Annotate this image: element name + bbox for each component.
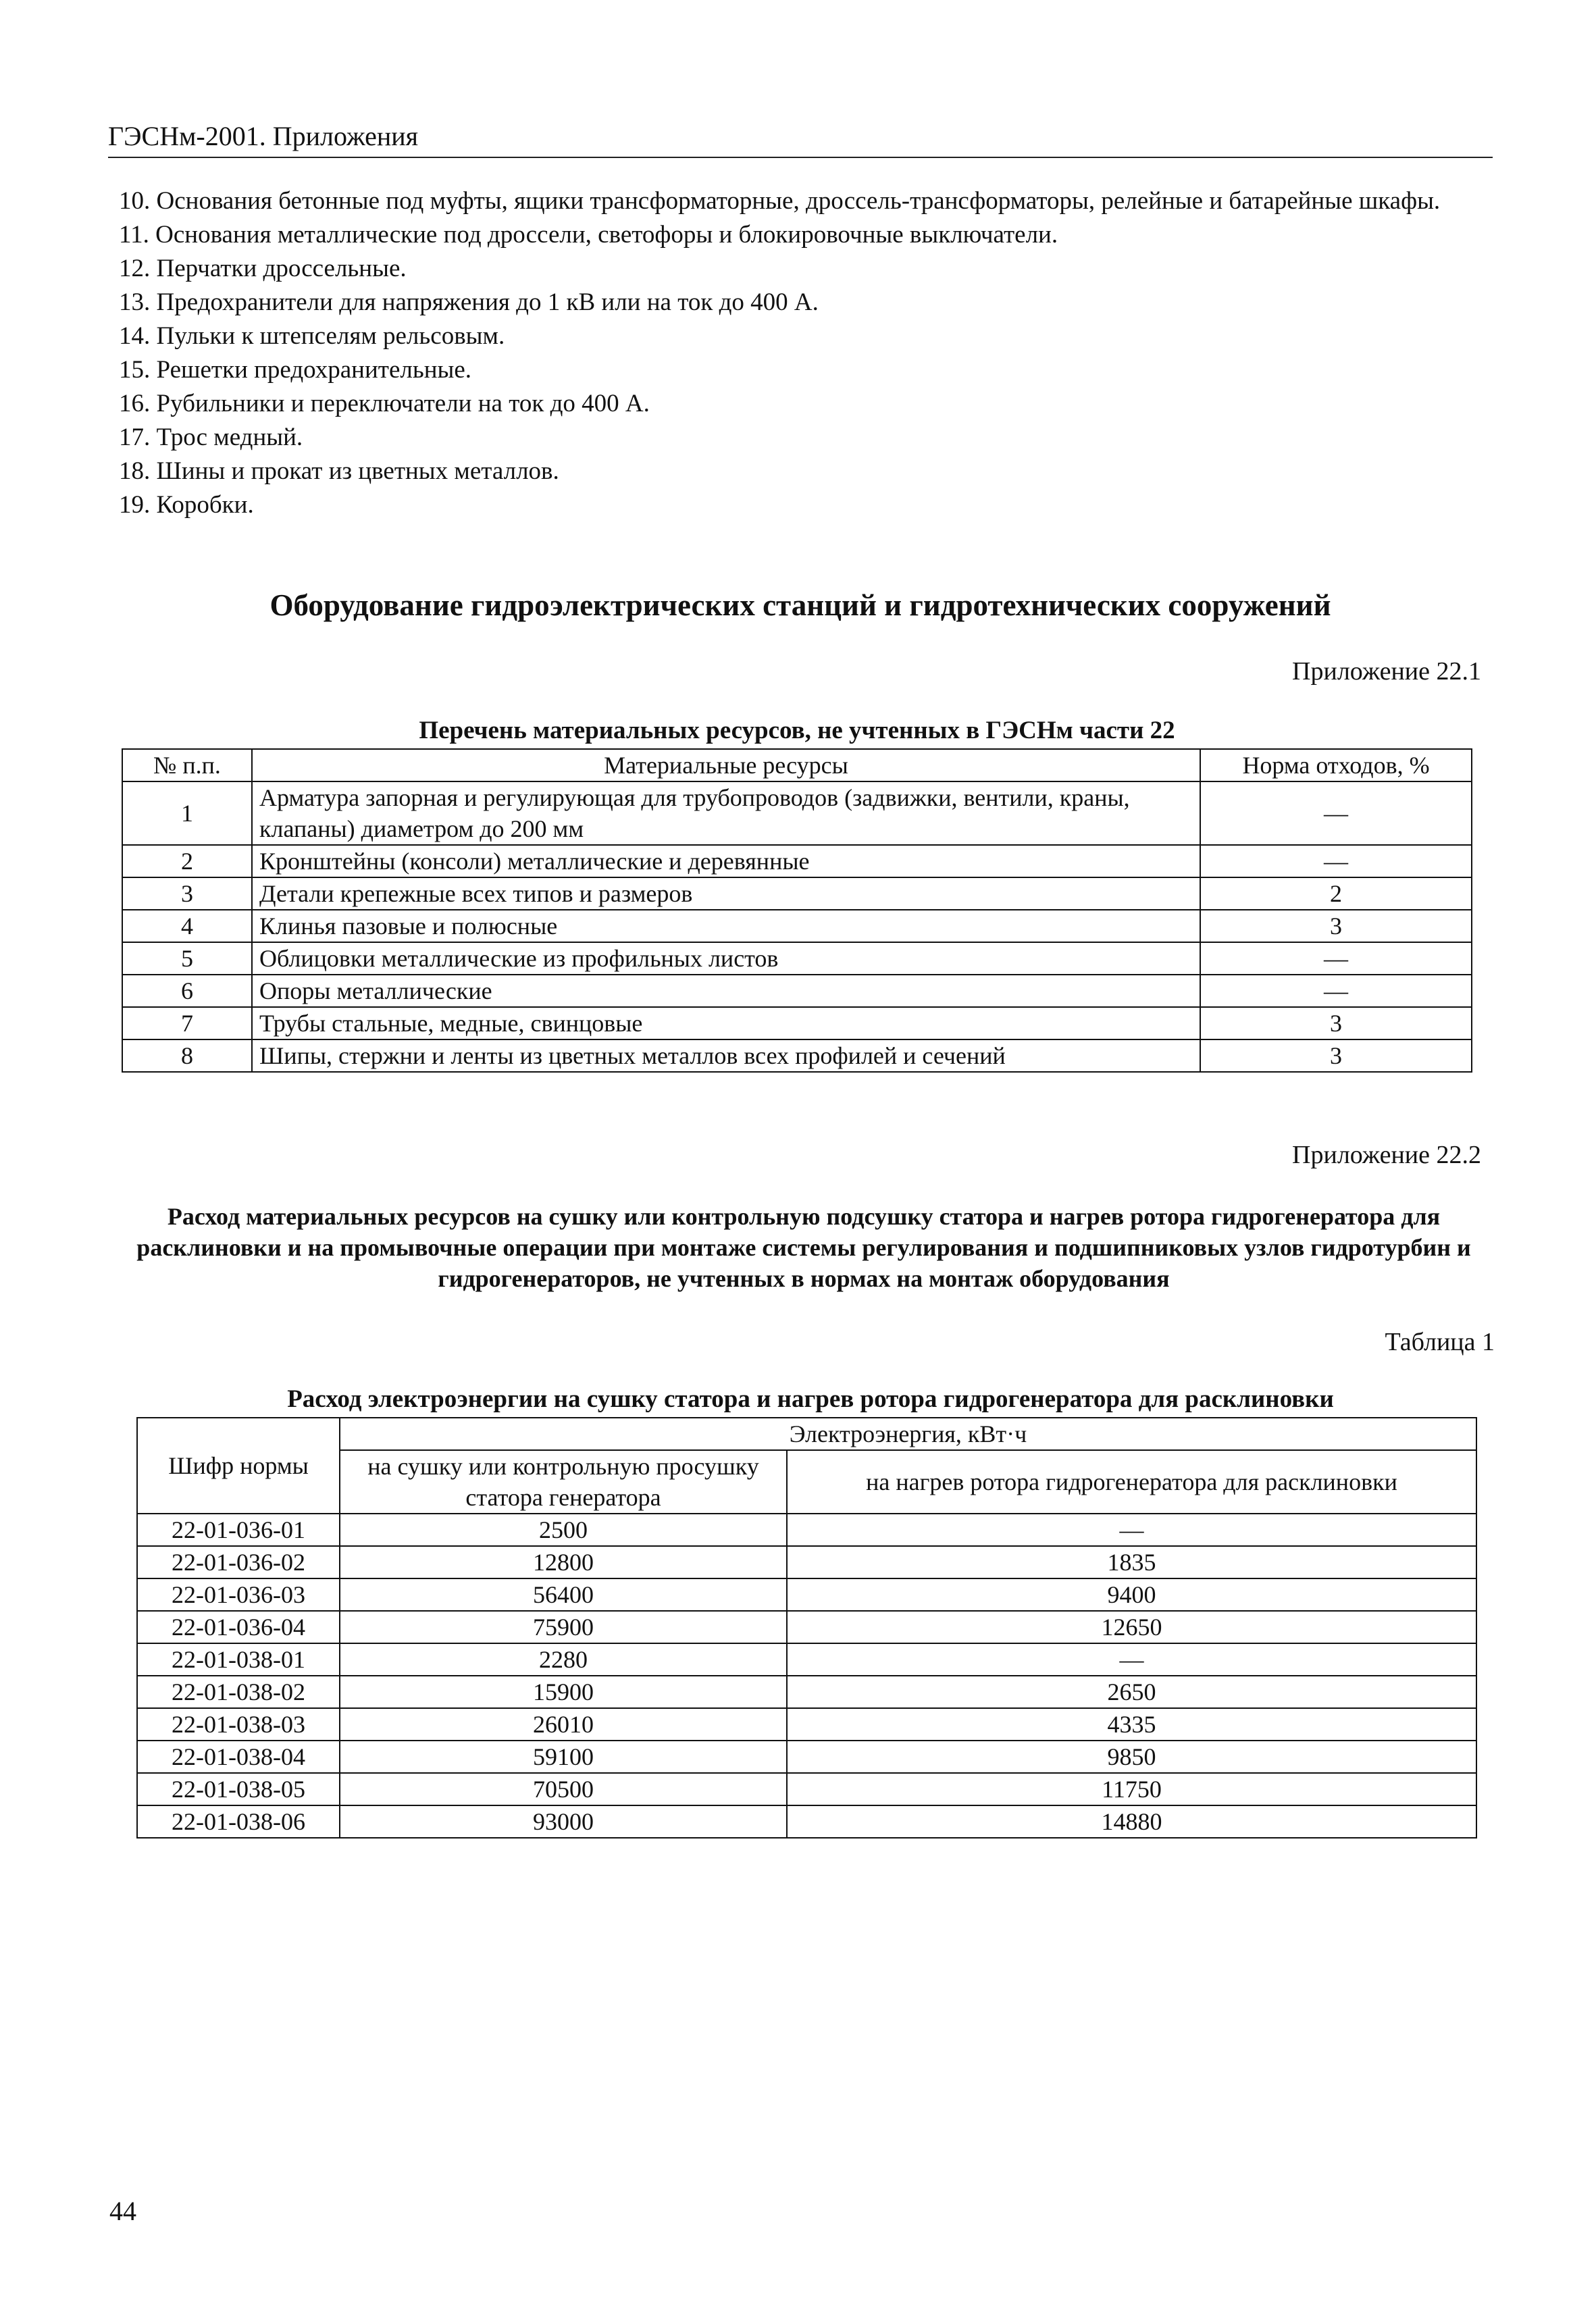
table-row: [137, 1805, 1476, 1838]
table-cell: 11750: [787, 1773, 1476, 1805]
table-label: Таблица 1: [1385, 1328, 1495, 1356]
table-cell: 22-01-038-04: [137, 1741, 340, 1773]
table-cell: 75900: [340, 1611, 787, 1643]
table-cell: 12800: [340, 1546, 787, 1578]
table-cell: 2280: [340, 1643, 787, 1676]
column-header: на сушку или контрольную просушку статора генератора: [340, 1450, 787, 1514]
table-cell: 22-01-038-02: [137, 1676, 340, 1708]
table-row: [122, 1039, 1472, 1072]
table-row: [137, 1578, 1476, 1611]
appendix-label: Приложение 22.2: [1292, 1141, 1481, 1169]
column-header: Шифр нормы: [137, 1418, 340, 1514]
table-cell: Арматура запорная и регулирующая для трубопроводов (задвижки, вентили, краны, клапаны) диаметром до 200 мм: [252, 781, 1200, 845]
table-cell: 2: [122, 845, 252, 877]
table-cell: 14880: [787, 1805, 1476, 1838]
column-header: Норма отходов, %: [1200, 749, 1472, 781]
list-item: 11. Основания металлические под дроссели, светофоры и блокировочные выключатели.: [119, 221, 1058, 249]
table-cell: 3: [1200, 1039, 1472, 1072]
table-row: [122, 1007, 1472, 1039]
table-cell: 4: [122, 910, 252, 942]
table-cell: 7: [122, 1007, 252, 1039]
table-row: [122, 942, 1472, 975]
table-cell: —: [787, 1514, 1476, 1546]
table-cell: 5: [122, 942, 252, 975]
column-group-header: Электроэнергия, кВт·ч: [340, 1418, 1476, 1450]
table-row: [122, 975, 1472, 1007]
list-item: 19. Коробки.: [119, 491, 254, 519]
item-list: [119, 185, 1456, 523]
table-row: [137, 1514, 1476, 1546]
table-row: [122, 877, 1472, 910]
electricity-table: [136, 1417, 1477, 1839]
table-cell: Детали крепежные всех типов и размеров: [252, 877, 1200, 910]
table-cell: Опоры металлические: [252, 975, 1200, 1007]
table-row: [137, 1546, 1476, 1578]
table-cell: 6: [122, 975, 252, 1007]
table-cell: 22-01-036-01: [137, 1514, 340, 1546]
table-cell: 22-01-036-03: [137, 1578, 340, 1611]
list-item: 15. Решетки предохранительные.: [119, 356, 472, 384]
table-cell: 93000: [340, 1805, 787, 1838]
table-cell: —: [1200, 781, 1472, 845]
table-cell: 1835: [787, 1546, 1476, 1578]
table-cell: 3: [1200, 910, 1472, 942]
running-header: ГЭСНм-2001. Приложения: [108, 121, 419, 151]
table-cell: 2: [1200, 877, 1472, 910]
list-item: 13. Предохранители для напряжения до 1 кВ или на ток до 400 А.: [119, 288, 819, 316]
table-row: [137, 1741, 1476, 1773]
column-header: Материальные ресурсы: [252, 749, 1200, 781]
table-row: [137, 1643, 1476, 1676]
table-cell: Трубы стальные, медные, свинцовые: [252, 1007, 1200, 1039]
table-cell: —: [787, 1643, 1476, 1676]
table-cell: 3: [122, 877, 252, 910]
table-cell: Облицовки металлические из профильных листов: [252, 942, 1200, 975]
table-cell: 12650: [787, 1611, 1476, 1643]
table-cell: 59100: [340, 1741, 787, 1773]
list-item: 10. Основания бетонные под муфты, ящики трансформаторные, дроссель-трансформаторы, релейные и батарейные шкафы.: [119, 187, 1441, 215]
table-caption: Перечень материальных ресурсов, не учтенных в ГЭСНм части 22: [419, 717, 1175, 744]
table-cell: —: [1200, 845, 1472, 877]
table-cell: 22-01-038-01: [137, 1643, 340, 1676]
list-item: 12. Перчатки дроссельные.: [119, 255, 407, 282]
table-row: [137, 1708, 1476, 1741]
table-row: [122, 845, 1472, 877]
table-row: [137, 1676, 1476, 1708]
table-cell: —: [1200, 975, 1472, 1007]
table-cell: Клинья пазовые и полюсные: [252, 910, 1200, 942]
table-cell: 9850: [787, 1741, 1476, 1773]
list-item: 14. Пульки к штепселям рельсовым.: [119, 322, 505, 350]
list-item: 17. Трос медный.: [119, 423, 303, 451]
block-title: Расход материальных ресурсов на сушку или контрольную подсушку статора и нагрев ротора гидрогенератора для расклиновки и на промывочные операции при монтаже системы регулирования и подшипниковых узлов гидротурбин и гидрогенераторов, не учтенных в нормах на монтаж оборудования: [136, 1203, 1471, 1292]
table-cell: 56400: [340, 1578, 787, 1611]
table-cell: 2500: [340, 1514, 787, 1546]
table-cell: 15900: [340, 1676, 787, 1708]
table-cell: Шипы, стержни и ленты из цветных металлов всех профилей и сечений: [252, 1039, 1200, 1072]
table-cell: Кронштейны (консоли) металлические и деревянные: [252, 845, 1200, 877]
table-cell: —: [1200, 942, 1472, 975]
table-row: [137, 1773, 1476, 1805]
table-header-row: [137, 1418, 1476, 1450]
table-caption: Расход электроэнергии на сушку статора и нагрев ротора гидрогенератора для расклиновки: [287, 1385, 1334, 1413]
column-header: на нагрев ротора гидрогенератора для расклиновки: [787, 1450, 1476, 1514]
table-cell: 22-01-038-06: [137, 1805, 340, 1838]
page-number: 44: [109, 2196, 136, 2226]
table-cell: 3: [1200, 1007, 1472, 1039]
list-item: 16. Рубильники и переключатели на ток до 400 А.: [119, 390, 650, 417]
materials-table: [122, 748, 1472, 1073]
table-row: [137, 1611, 1476, 1643]
table-cell: 8: [122, 1039, 252, 1072]
table-cell: 70500: [340, 1773, 787, 1805]
table-cell: 9400: [787, 1578, 1476, 1611]
list-item: 18. Шины и прокат из цветных металлов.: [119, 457, 559, 485]
table-cell: 26010: [340, 1708, 787, 1741]
table-cell: 22-01-036-04: [137, 1611, 340, 1643]
section-title: Оборудование гидроэлектрических станций и гидротехнических сооружений: [269, 588, 1331, 622]
table-cell: 1: [122, 781, 252, 845]
table-cell: 22-01-038-03: [137, 1708, 340, 1741]
column-header: № п.п.: [122, 749, 252, 781]
table-row: [122, 910, 1472, 942]
table-cell: 2650: [787, 1676, 1476, 1708]
table-cell: 22-01-036-02: [137, 1546, 340, 1578]
table-cell: 4335: [787, 1708, 1476, 1741]
table-cell: 22-01-038-05: [137, 1773, 340, 1805]
header-rule: [108, 157, 1493, 158]
table-header-row: [122, 749, 1472, 781]
appendix-label: Приложение 22.1: [1292, 657, 1481, 686]
table-row: [122, 781, 1472, 845]
